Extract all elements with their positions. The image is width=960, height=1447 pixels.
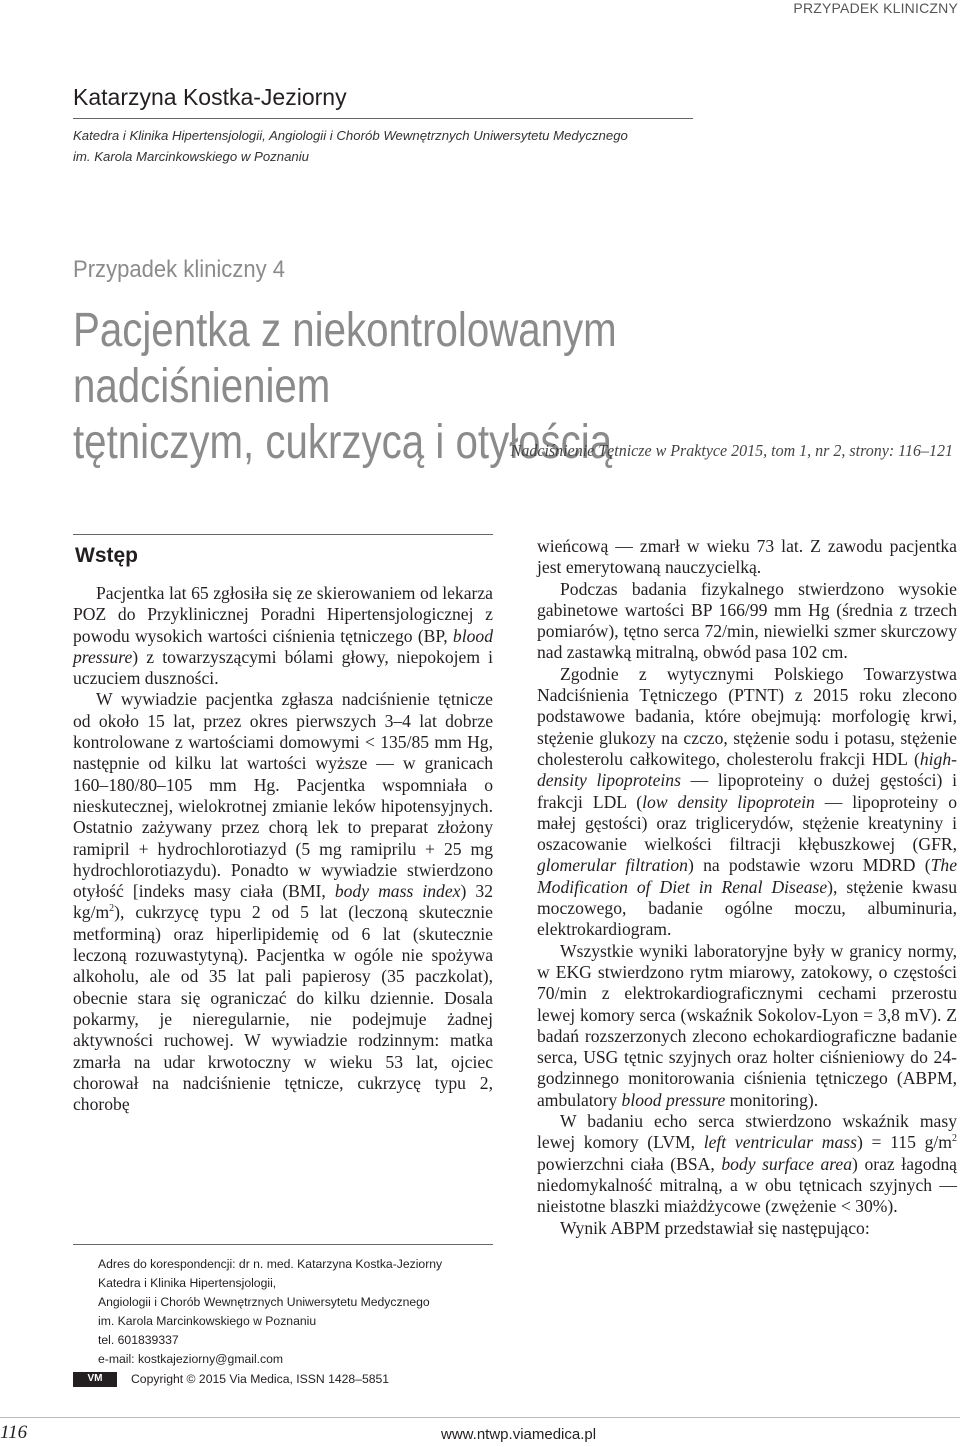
author-name: Katarzyna Kostka-Jeziorny (73, 84, 347, 110)
correspondence-line: Adres do korespondencji: dr n. med. Katarzyna Kostka-Jeziorny (98, 1257, 443, 1271)
paragraph: Wynik ABPM przedstawiał się następująco: (560, 1217, 870, 1238)
correspondence-box (73, 1244, 493, 1389)
affiliation-line: im. Karola Marcinkowskiego w Poznaniu (73, 149, 310, 164)
affiliation-line: Katedra i Klinika Hipertensjologii, Angiologii i Chorób Wewnętrznych Uniwersytetu Medycznego (73, 128, 628, 143)
correspondence-email[interactable]: e-mail: kostkajeziorny@gmail.com (98, 1351, 284, 1366)
correspondence-line: Angiologii i Chorób Wewnętrznych Uniwersytetu Medycznego (98, 1294, 430, 1309)
paragraph: wieńcową — zmarł w wieku 73 lat. Z zawodu pacjentka jest emerytowaną nauczycielką. (537, 536, 957, 578)
paragraph: Zgodnie z wytycznymi Polskiego Towarzystwa Nadciśnienia Tętniczego (PTNT) z 2015 roku zlecono podstawowe badania, które obejmują: morfologię krwi, stężenie glukozy na czczo, stężenie sodu i potasu, stężenie cholesterolu całkowitego, cholesterolu frakcji HDL (high-density lipoproteins — lipoproteiny o dużej gęstości) i frakcji LDL (low density lipoprotein — lipoproteiny o małej gęstości) oraz triglicerydów, stężenie kreatyniny i oszacowanie wielkości filtracji kłębuszkowej (GFR, glomerular filtration) na podstawie wzoru MDRD (The Modification of Diet in Renal Disease), stężenie kwasu moczowego, badanie ogólne moczu, albuminuria, elektrokardiogram. (537, 663, 958, 940)
copyright-row (73, 1370, 493, 1389)
paragraph: W wywiadzie pacjentka zgłasza nadciśnienie tętnicze od około 15 lat, przez okres pierwszych 3–4 lat dobrze kontrolowane z wartościami domowymi < 135/85 mm Hg, następnie od kilku lat wartości wyższe — w granicach 160–180/80–105 mm Hg. Pacjentka wspomniała o nieskutecznej, wielokrotnej zmianie leków hipotensyjnych. Ostatnio zażywany przez chorą lek to preparat złożony ramipril + hydrochlorotiazyd (5 mg ramiprilu + 25 mg hydrochlorotiazydu). Ponadto w wywiadzie stwierdzono otyłość [indeks masy ciała (BMI, body mass index) 32 $kg/m^2$), cukrzycę typu 2 od 5 lat (leczoną skutecznie metforminą) oraz hiperlipidemię od 6 lat (skutecznie leczoną rozuwastytyną). Pacjentka w ogóle nie spożywa alkoholu, ale od 35 lat pali papierosy (35 paczkolat), obecnie stara się ograniczać do kilku dziennie. Dosala pokarmy, je nieregularnie, nie podejmuje żadnej aktywności ruchowej. W wywiadzie rodzinnym: matka zmarła na udar krwotoczny w wieku 53 lat, ojciec chorował na nadciśnienie tętnicze, cukrzycę typu 2, chorobę (73, 689, 494, 1115)
copyright-text: Copyright © 2015 Via Medica, ISSN 1428–5851 (131, 1372, 390, 1387)
right-column (537, 536, 957, 1239)
case-label: Przypadek kliniczny 4 (73, 256, 286, 283)
correspondence-line: Katedra i Klinika Hipertensjologii, (98, 1275, 277, 1290)
via-medica-logo: VM (73, 1372, 117, 1387)
paragraph: W badaniu echo serca stwierdzono wskaźnik masy lewej komory (LVM, left ventricular mass) = 115 $g/m^2$ powierzchni ciała (BSA, body surface area) oraz łagodną niedomykalność mitralną, a w obu tętnicach szyjnych — nieistotne blaszki miażdżycowe (zwężenie < 30%). (537, 1111, 957, 1217)
correspondence-line: tel. 601839337 (98, 1332, 179, 1347)
title-line: Pacjentka z niekontrolowanym nadciśnieniem (73, 303, 617, 413)
running-head: PRZYPADEK KLINICZNY (793, 0, 958, 16)
section-title: Wstęp (75, 544, 138, 567)
affiliation (73, 125, 713, 167)
citation: Nadciśnienie Tętnicze w Praktyce 2015, tom 1, nr 2, strony: 116–121 (510, 441, 953, 460)
page-number: 116 (0, 1422, 28, 1443)
correspondence-line: im. Karola Marcinkowskiego w Poznaniu (98, 1313, 317, 1328)
left-column (73, 583, 493, 1115)
footer-divider (0, 1417, 960, 1418)
footer-url[interactable]: www.ntwp.viamedica.pl (441, 1426, 597, 1443)
paragraph: Wszystkie wyniki laboratoryjne były w granicy normy, w EKG stwierdzono rytm miarowy, zatokowy, o częstości 70/min z elektrokardiograficznymi cechami przerostu lewej komory serca (wskaźnik Sokolov-Lyon = 3,8 mV). Z badań rozszerzonych zlecono echokardiograficzne badanie serca, USG tętnic szyjnych oraz holter ciśnieniowy do 24-godzinnego monitorowania ciśnienia tętniczego (ABPM, ambulatory blood pressure monitoring). (537, 940, 957, 1110)
paragraph: Podczas badania fizykalnego stwierdzono wysokie gabinetowe wartości BP 166/99 mm Hg (średnia z trzech pomiarów), tętno serca 72/min, niewielki szmer skurczowy nad zastawką mitralną, obwód pasa 102 cm. (537, 578, 957, 663)
section-divider (73, 534, 493, 535)
author-divider (73, 118, 693, 119)
paragraph: Pacjentka lat 65 zgłosiła się ze skierowaniem od lekarza POZ do Przyklinicznej Poradni Hipertensjologicznej z powodu wysokich wartości ciśnienia tętniczego (BP, blood pressure) z towarzyszącymi bólami głowy, niepokojem i uczuciem duszności. (73, 583, 493, 689)
title-line: tętniczym, cukrzycą i otyłością (73, 415, 613, 469)
